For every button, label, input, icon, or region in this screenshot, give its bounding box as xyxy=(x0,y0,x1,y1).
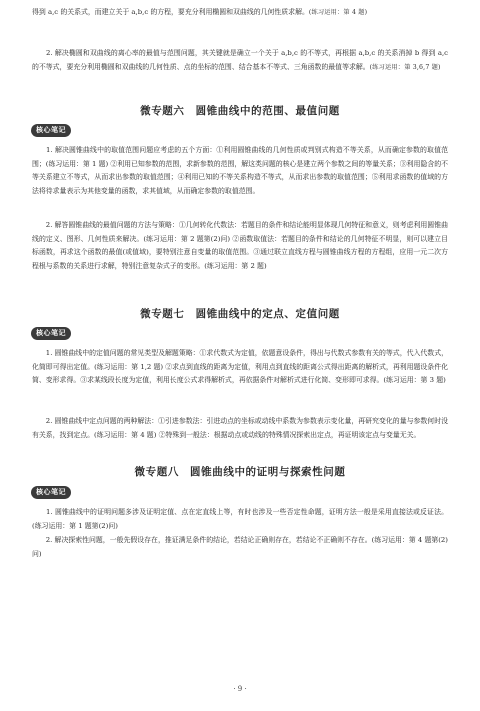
section-title-6: 微专题六 圆锥曲线中的范围、最值问题 xyxy=(140,105,340,117)
section-title-8: 微专题八 圆锥曲线中的证明与探索性问题 xyxy=(134,466,346,478)
section6-paragraph-2: 2. 解答圆锥曲线的最值问题的方法与策略：①几何转化代数法：若题目的条件和结论能明显体现几何特征和意义，则考虑利用圆锥曲线的定义、图形、几何性质来解决。(练习运用：第 2 题第(2)问) ②函数取值法：若题目的条件和结论的几何特征不明显，则可以建立目标函数，再求这个函数的最值(或值域)，要特别注意自变量的取值范围。③通过联立直线方程与圆锥曲线方程的方程组，应用一元二次方程根与系数的关系进行求解，特别注意复杂式子的变形。(练习运用：第 2 题) xyxy=(32,221,448,270)
page-number: · 9 · xyxy=(233,685,247,693)
section7-paragraph-1: 1. 圆锥曲线中的定值问题的常见类型及解题策略：①求代数式为定值，依题意设条件，得出与代数式参数有关的等式，代入代数式，化简即可得出定值。(练习运用：第 1,2 题) ②求点到直线的距离为定值，利用点到直线的距离公式得出距离的解析式，再利用题设条件化简、变形求得。③求某线段长度为定值，利用长度公式求得解析式，再依据条件对解析式进行化简、变形即可求得。(练习运用：第 3 题) xyxy=(32,349,448,385)
notes-badge: 核心笔记 xyxy=(31,124,71,137)
intro-paragraph-1: 得到 a,c 的关系式，而建立关于 a,b,c 的方程，要充分利用椭圆和双曲线的几何性质求解。(练习运用：第 4 题) xyxy=(32,8,368,16)
section-title-7: 微专题七 圆锥曲线中的定点、定值问题 xyxy=(140,308,340,320)
notes-badge: 核心笔记 xyxy=(31,327,71,340)
section8-paragraph-2: 2. 解决探索性问题，一般先假设存在，推证满足条件的结论，若结论正确则存在，若结论不正确则不存在。(练习运用：第 4 题第(2)问) xyxy=(32,536,448,558)
section7-paragraph-2: 2. 圆锥曲线中定点问题的两种解法：①引进参数法：引进动点的坐标或动线中系数为参数表示变化量，再研究变化的量与参数何时没有关系，找到定点。(练习运用：第 4 题) ②特殊到一般法：根据动点或动线的特殊情况探索出定点，再证明该定点与变量无关。 xyxy=(32,417,448,439)
section8-paragraph-1: 1. 圆锥曲线中的证明问题多涉及证明定值、点在定直线上等，有时也涉及一些否定性命题，证明方法一般是采用直接法或反证法。(练习运用：第 1 题第(2)问) xyxy=(32,508,448,530)
intro-paragraph-2: 2. 解决椭圆和双曲线的离心率的最值与范围问题，其关键就是确立一个关于 a,b,c 的不等式，再根据 a,b,c 的关系消掉 b 得到 a,c 的不等式，要充分利用椭圆和双曲线的几何性质、点的坐标的范围、结合基本不等式、三角函数的最值等求解。(练习运用：第 3,6,7 题) xyxy=(32,49,448,71)
section6-paragraph-1: 1. 解决圆锥曲线中的取值范围问题应考虑的五个方面：①利用圆锥曲线的几何性质或判别式构造不等关系，从而确定参数的取值范围；(练习运用：第 1 题) ②利用已知参数的范围，求新参数的范围，解这类问题的核心是建立两个参数之间的等量关系；③利用隐含的不等关系建立不等式，从而求出参数的取值范围；④利用已知的不等关系构造不等式，从而求出参数的取值范围；⑤利用求函数的值域的方法将待求量表示为其他变量的函数，求其值域，从而确定参数的取值范围。 xyxy=(32,146,448,195)
notes-badge: 核心笔记 xyxy=(31,486,71,499)
